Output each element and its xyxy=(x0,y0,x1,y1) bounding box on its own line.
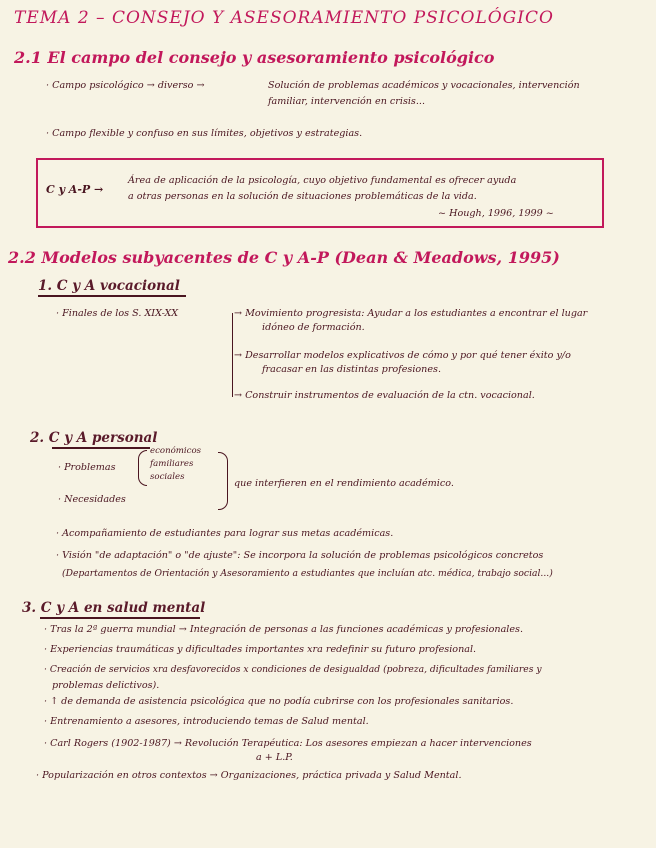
model-1-item-3: → Construir instrumentos de evaluación de la ctn. vocacional. xyxy=(234,390,535,401)
model-1-item-2b: fracasar en las distintas profesiones. xyxy=(262,364,442,375)
model-1-intro: · Finales de los S. XIX-XX xyxy=(56,308,179,319)
model-1-underline xyxy=(38,295,186,297)
model-3-line-2: · Experiencias traumáticas y dificultades importantes xra redefinir su futuro profesional. xyxy=(44,644,477,655)
model-3-line-4: · ↑ de demanda de asistencia psicológica que no podía cubrirse con los profesionales sanitarios. xyxy=(44,696,514,707)
model-3-line-5: · Entrenamiento a asesores, introduciendo temas de Salud mental. xyxy=(44,716,369,727)
model-1-heading: 1. C y A vocacional xyxy=(38,278,180,294)
brace-consequence: que interfieren en el rendimiento académico. xyxy=(234,478,454,489)
definition-line-1: Área de aplicación de la psicología, cuyo objetivo fundamental es ofrecer ayuda xyxy=(128,175,517,186)
definition-label: C y A-P → xyxy=(46,183,104,196)
problemas-brace xyxy=(138,450,147,486)
bullet-campo-diverso-text-1: Solución de problemas académicos y vocacionales, intervención xyxy=(268,80,580,91)
model-1-item-1: → Movimiento progresista: Ayudar a los estudiantes a encontrar el lugar xyxy=(234,308,588,319)
model-3-line-3: · Creación de servicios xra desfavorecidos x condiciones de desigualdad (pobreza, dificultades familiares y xyxy=(44,664,542,675)
model-2-problemas: · Problemas xyxy=(58,462,116,473)
model-3-line-3b: problemas delictivos). xyxy=(52,680,160,691)
model-3-line-1: · Tras la 2ª guerra mundial → Integración de personas a las funciones académicas y profesionales. xyxy=(44,624,524,635)
model-2-underline xyxy=(52,447,150,449)
model-3-underline xyxy=(40,617,200,619)
model-3-line-6: · Carl Rogers (1902-1987) → Revolución Terapéutica: Los asesores empiezan a hacer intervenciones xyxy=(44,738,532,749)
model-2-vision-1: · Visión "de adaptación" o "de ajuste": Se incorpora la solución de problemas psicológicos concretos xyxy=(56,550,544,561)
model-1-item-1b: idóneo de formación. xyxy=(262,322,365,333)
model-2-acompanamiento: · Acompañamiento de estudiantes para lograr sus metas académicas. xyxy=(56,528,394,539)
problemas-necesidades-brace xyxy=(218,452,228,510)
problemas-item-familiares: familiares xyxy=(150,459,194,469)
section-2-1-heading: 2.1 El campo del consejo y asesoramiento psicológico xyxy=(14,48,495,67)
model-3-heading: 3. C y A en salud mental xyxy=(22,600,206,616)
model-1-item-2: → Desarrollar modelos explicativos de cómo y por qué tener éxito y/o xyxy=(234,350,571,361)
model-3-line-6b: a + L.P. xyxy=(256,752,293,763)
page-title: TEMA 2 – CONSEJO Y ASESORAMIENTO PSICOLÓGICO xyxy=(14,8,554,28)
model-2-heading: 2. C y A personal xyxy=(30,430,158,446)
model-2-necesidades: · Necesidades xyxy=(58,494,126,505)
model-2-vision-2: (Departamentos de Orientación y Asesoramiento a estudiantes que incluían atc. médica, trabajo social...) xyxy=(62,568,553,579)
model-3-line-7: · Popularización en otros contextos → Organizaciones, práctica privada y Salud Mental. xyxy=(36,770,462,781)
definition-reference: ~ Hough, 1996, 1999 ~ xyxy=(438,208,554,219)
bullet-campo-diverso-text-2: familiar, intervención en crisis... xyxy=(268,96,426,107)
bullet-campo-diverso: · Campo psicológico → diverso → xyxy=(46,80,205,91)
definition-line-2: a otras personas en la solución de situaciones problemáticas de la vida. xyxy=(128,191,477,202)
section-2-2-heading: 2.2 Modelos subyacentes de C y A-P (Dean & Meadows, 1995) xyxy=(8,248,560,267)
bullet-campo-flexible: · Campo flexible y confuso en sus límites, objetivos y estrategias. xyxy=(46,128,363,139)
problemas-item-sociales: sociales xyxy=(150,472,185,482)
problemas-item-economicos: económicos xyxy=(150,446,202,456)
